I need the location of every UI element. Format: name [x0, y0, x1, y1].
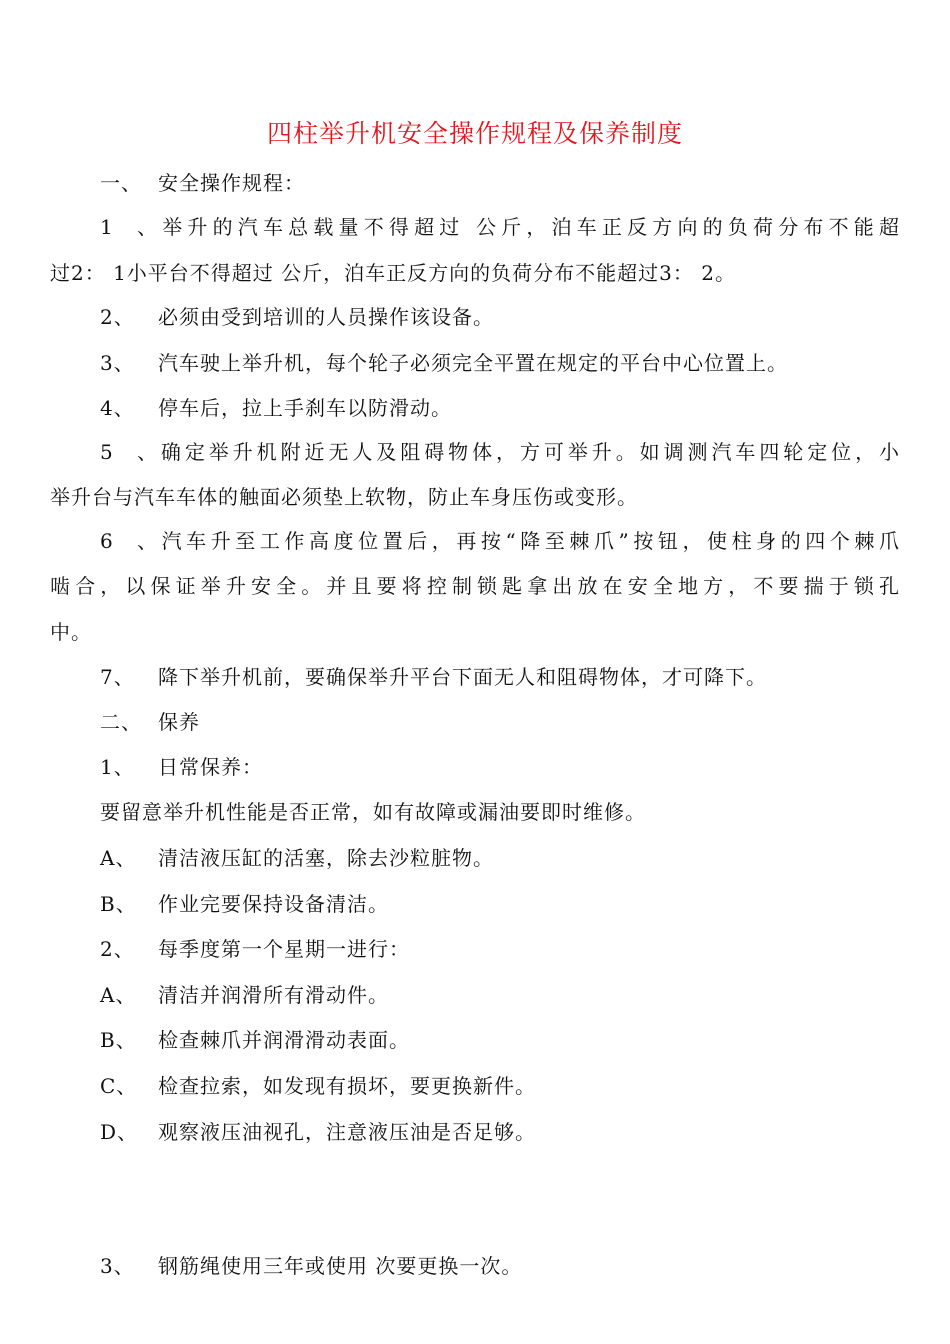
- paragraph-text: 汽车驶上举升机，每个轮子必须完全平置在规定的平台中心位置上。: [158, 351, 788, 375]
- item-text: 清洁并润滑所有滑动件。: [158, 983, 389, 1007]
- item-text: 日常保养：: [158, 755, 263, 779]
- section-number: 一、: [100, 171, 142, 195]
- section-title: 安全操作规程：: [158, 171, 305, 195]
- maintenance-item-2: [50, 934, 900, 964]
- paragraph-text: 停车后，拉上手刹车以防滑动。: [158, 396, 452, 420]
- item-number: 1、: [100, 215, 158, 239]
- item-text: 作业完要保持设备清洁。: [158, 892, 389, 916]
- item-text: 每季度第一个星期一进行：: [158, 937, 410, 961]
- maintenance-item-1b: [50, 889, 900, 919]
- item-text: 钢筋绳使用三年或使用 次要更换一次。: [158, 1254, 523, 1278]
- item-text: 检查拉索，如发现有损坏，要更换新件。: [158, 1074, 536, 1098]
- section-number: 二、: [100, 710, 142, 734]
- item-number: 2、: [100, 305, 135, 329]
- item-text: 观察液压油视孔，注意液压油是否足够。: [158, 1120, 536, 1144]
- paragraph-6-line-2: 啮合，以保证举升安全。并且要将控制锁匙拿出放在安全地方，不要揣于锁孔: [50, 574, 900, 598]
- item-number: 6、: [100, 529, 158, 553]
- maintenance-item-3: [50, 1251, 900, 1281]
- paragraph-5-line-2: 举升台与汽车车体的触面必须垫上软物，防止车身压伤或变形。: [50, 485, 638, 509]
- maintenance-item-1-description: 要留意举升机性能是否正常，如有故障或漏油要即时维修。: [100, 800, 646, 824]
- item-letter: C、: [100, 1074, 138, 1098]
- item-text: 检查棘爪并润滑滑动表面。: [158, 1028, 410, 1052]
- item-letter: B、: [100, 892, 137, 916]
- maintenance-item-1: [50, 752, 900, 782]
- item-letter: B、: [100, 1028, 137, 1052]
- paragraph-3: [50, 348, 900, 378]
- paragraph-text: 确定举升机附近无人及阻碍物体，方可举升。如调测汽车四轮定位，小: [158, 440, 900, 464]
- maintenance-item-1a: [50, 843, 900, 873]
- item-letter: A、: [100, 983, 137, 1007]
- item-letter: A、: [100, 846, 137, 870]
- paragraph-6-line-1: [50, 526, 900, 556]
- paragraph-text: 举升的汽车总载量不得超过 公斤，泊车正反方向的负荷分布不能超: [158, 215, 900, 239]
- maintenance-item-2c: [50, 1071, 900, 1101]
- maintenance-item-2d: [50, 1117, 900, 1147]
- item-letter: D、: [100, 1120, 139, 1144]
- paragraph-text: 必须由受到培训的人员操作该设备。: [158, 305, 494, 329]
- paragraph-7: [50, 662, 900, 692]
- paragraph-1-line-2: 过2： 1小平台不得超过 公斤，泊车正反方向的负荷分布不能超过3： 2。: [50, 261, 736, 285]
- document-title: 四柱举升机安全操作规程及保养制度: [266, 119, 683, 148]
- item-number: 3、: [100, 1254, 135, 1278]
- paragraph-text: 降下举升机前，要确保举升平台下面无人和阻碍物体，才可降下。: [158, 665, 767, 689]
- maintenance-item-2a: [50, 980, 900, 1010]
- paragraph-4: [50, 393, 900, 423]
- paragraph-1-line-1: [50, 212, 900, 242]
- section-heading-maintenance: [50, 707, 900, 737]
- item-number: 5、: [100, 440, 158, 464]
- section-title: 保养: [158, 710, 200, 734]
- item-number: 4、: [100, 396, 135, 420]
- paragraph-2: [50, 302, 900, 332]
- paragraph-6-line-3: 中。: [50, 620, 92, 644]
- paragraph-5-line-1: [50, 437, 900, 467]
- item-text: 清洁液压缸的活塞，除去沙粒脏物。: [158, 846, 494, 870]
- item-number: 3、: [100, 351, 135, 375]
- item-number: 1、: [100, 755, 135, 779]
- maintenance-item-2b: [50, 1025, 900, 1055]
- section-heading-safety: [50, 168, 900, 198]
- item-number: 7、: [100, 665, 135, 689]
- paragraph-text: 汽车升至工作高度位置后，再按“降至棘爪”按钮，使柱身的四个棘爪: [158, 529, 900, 553]
- item-number: 2、: [100, 937, 135, 961]
